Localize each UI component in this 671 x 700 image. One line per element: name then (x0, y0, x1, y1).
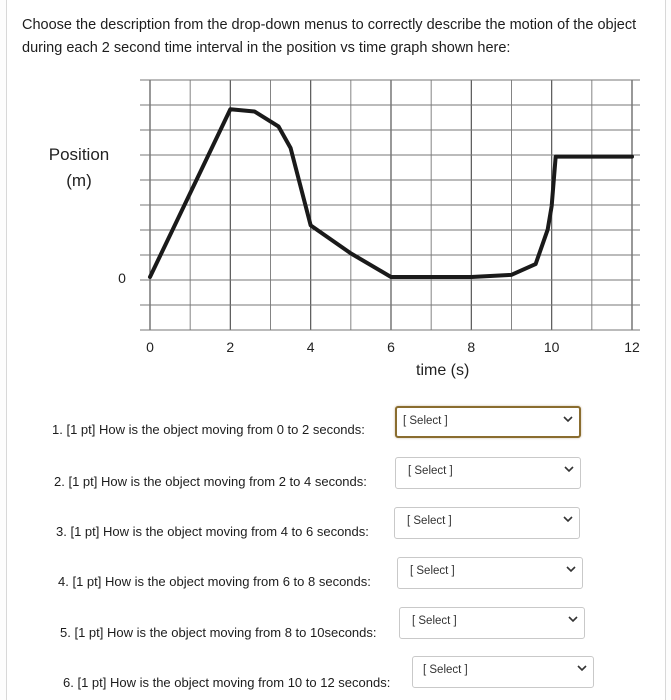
chevron-down-icon (564, 464, 574, 474)
question-6-select-value: [ Select ] (423, 664, 468, 676)
question-5-select-value: [ Select ] (412, 615, 457, 627)
chevron-down-icon (566, 564, 576, 574)
chevron-down-icon (568, 614, 578, 624)
instructions-text: Choose the description from the drop-down menus to correctly describe the motion of the object during each 2 second time interval in the position vs time graph shown here: (22, 17, 637, 56)
y-axis-label (34, 142, 124, 194)
chevron-down-icon (563, 414, 573, 424)
x-tick-label: 12 (624, 339, 640, 355)
y-axis-label-line-2: (m) (66, 171, 92, 190)
question-5-select[interactable] (399, 607, 585, 639)
chevron-down-icon (577, 663, 587, 673)
question-6-text: 6. [1 pt] How is the object moving from 10 to 12 seconds: (63, 675, 391, 690)
x-tick-label: 4 (306, 339, 315, 355)
question-3-select[interactable] (394, 507, 580, 539)
x-axis-label: time (s) (416, 362, 470, 379)
question-1-text: 1. [1 pt] How is the object moving from 0 to 2 seconds: (52, 422, 365, 437)
x-tick-label: 0 (146, 339, 154, 355)
question-5-text: 5. [1 pt] How is the object moving from 8 to 10seconds: (60, 625, 377, 640)
question-4-select-value: [ Select ] (410, 565, 455, 577)
x-tick-label: 10 (543, 339, 560, 355)
x-tick-label: 2 (226, 339, 235, 355)
question-3-text: 3. [1 pt] How is the object moving from 4 to 6 seconds: (56, 524, 369, 539)
chevron-down-icon (563, 514, 573, 524)
question-4-select[interactable] (397, 557, 583, 589)
question-1-select[interactable] (395, 406, 581, 438)
question-2-select-value: [ Select ] (408, 465, 453, 477)
x-tick-label: 6 (387, 339, 395, 355)
question-1-select-value: [ Select ] (403, 415, 448, 427)
question-2-select[interactable] (395, 457, 581, 489)
x-tick-label: 8 (467, 339, 476, 355)
y-tick-label: 0 (118, 270, 126, 286)
question-2-text: 2. [1 pt] How is the object moving from 2 to 4 seconds: (54, 474, 367, 489)
y-axis-label-line-1: Position (48, 145, 110, 164)
question-3-select-value: [ Select ] (407, 515, 452, 527)
question-6-select[interactable] (412, 656, 594, 688)
question-4-text: 4. [1 pt] How is the object moving from 6 to 8 seconds: (58, 574, 371, 589)
